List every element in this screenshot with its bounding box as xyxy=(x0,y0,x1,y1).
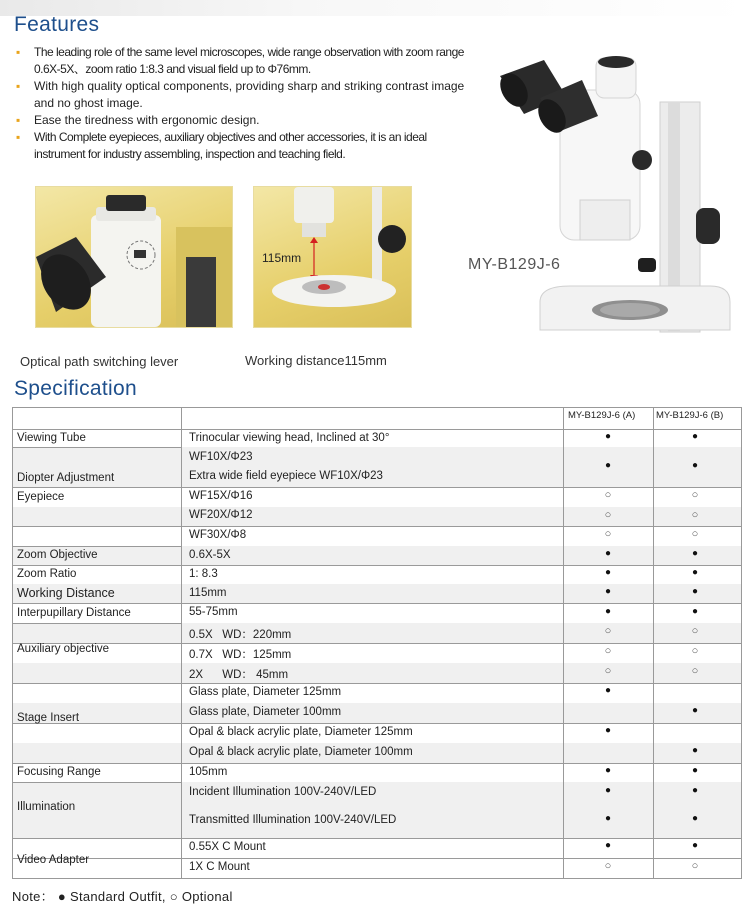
standard-label: Standard Outfit, xyxy=(69,889,166,904)
standard-dot-icon: ● xyxy=(691,548,699,559)
optional-circle-icon: ○ xyxy=(691,625,699,637)
table-row xyxy=(13,763,741,783)
optional-circle-icon: ○ xyxy=(604,528,612,540)
spec-cell: 105mm xyxy=(189,766,228,778)
working-distance-caption: Working distance115mm xyxy=(245,353,387,368)
standard-dot-icon: ● xyxy=(691,567,699,578)
feature-item xyxy=(14,44,474,78)
row-divider xyxy=(13,838,181,839)
lever-caption: Optical path switching lever xyxy=(20,354,179,369)
optional-circle-icon: ○ xyxy=(691,645,699,657)
group-label: Interpupillary Distance xyxy=(17,607,131,619)
spec-cell: 0.5X WD：220mm xyxy=(189,629,292,641)
spec-cell: Trinocular viewing head, Inclined at 30° xyxy=(189,432,390,444)
bullet-icon: ▪ xyxy=(16,45,20,59)
row-divider xyxy=(13,623,181,624)
table-row xyxy=(13,546,741,566)
optional-circle-icon: ○ xyxy=(604,665,612,677)
group-label: Video Adapter xyxy=(17,854,90,866)
standard-dot-icon: ● xyxy=(604,548,612,559)
optional-circle-icon: ○ xyxy=(169,889,178,904)
row-divider xyxy=(13,782,181,783)
optional-circle-icon: ○ xyxy=(691,528,699,540)
table-row xyxy=(13,858,741,878)
optional-label: Optional xyxy=(181,889,233,904)
row-divider xyxy=(13,683,181,684)
spec-cell: 2X WD： 45mm xyxy=(189,669,289,681)
group-label: Zoom Objective xyxy=(17,549,98,561)
specification-heading: Specification xyxy=(14,377,137,400)
feature-text: The leading role of the same level microscopes, wide range observation with zoom range 0.6X-5X、zoom ratio 1:8.3 and visual field up to Φ76mm. xyxy=(34,45,464,76)
optical-path-lever-photo xyxy=(35,186,233,328)
standard-dot-icon: ● xyxy=(691,765,699,776)
specification-table xyxy=(12,407,742,879)
standard-dot-icon: ● xyxy=(691,606,699,617)
table-row xyxy=(13,663,741,684)
column-divider xyxy=(563,408,564,878)
spec-cell: 115mm xyxy=(189,587,227,599)
group-label: Focusing Range xyxy=(17,766,101,778)
spec-cell: 55-75mm xyxy=(189,606,238,618)
standard-dot-icon: ● xyxy=(691,785,699,796)
standard-dot-icon: ● xyxy=(604,460,612,471)
table-row xyxy=(13,507,741,527)
standard-dot-icon: ● xyxy=(604,765,612,776)
standard-dot-icon: ● xyxy=(604,685,612,696)
feature-text: With Complete eyepieces, auxiliary objectives and other accessories, it is an ideal instrument for industry assembling, inspection and teaching field. xyxy=(34,130,427,161)
standard-dot-icon: ● xyxy=(691,460,699,471)
spec-cell: WF15X/Φ16 xyxy=(189,490,253,502)
feature-item xyxy=(14,112,474,129)
group-label: Zoom Ratio xyxy=(17,568,77,580)
optional-circle-icon: ○ xyxy=(691,509,699,521)
spec-cell: Glass plate, Diameter 100mm xyxy=(189,706,342,718)
feature-text: With high quality optical components, providing sharp and striking contrast image and no ghost image. xyxy=(34,79,465,110)
optional-circle-icon: ○ xyxy=(691,860,699,872)
spec-cell: 0.55X C Mount xyxy=(189,841,266,853)
optional-circle-icon: ○ xyxy=(604,625,612,637)
group-label: Working Distance xyxy=(17,586,115,600)
standard-dot-icon: ● xyxy=(604,567,612,578)
optional-circle-icon: ○ xyxy=(691,665,699,677)
table-row xyxy=(13,565,741,585)
standard-dot-icon: ● xyxy=(604,813,612,824)
feature-item xyxy=(14,78,474,112)
standard-dot-icon: ● xyxy=(604,785,612,796)
working-distance-photo xyxy=(253,186,412,328)
spec-cell: Extra wide field eyepiece WF10X/Φ23 xyxy=(189,470,383,482)
table-row xyxy=(13,838,741,859)
spec-cell: Glass plate, Diameter 125mm xyxy=(189,686,342,698)
table-row xyxy=(13,643,741,664)
optional-circle-icon: ○ xyxy=(691,489,699,501)
standard-dot-icon: ● xyxy=(691,840,699,851)
note-prefix: Note： xyxy=(12,889,54,904)
group-label: Auxiliary objective xyxy=(17,643,110,655)
table-row xyxy=(13,584,741,604)
group-label: Stage Insert xyxy=(17,712,80,724)
column-header-b: MY-B129J-6 (B) xyxy=(656,410,724,421)
row-divider xyxy=(13,546,181,547)
group-label: Illumination xyxy=(17,801,76,813)
standard-dot-icon: ● xyxy=(604,606,612,617)
spec-cell: Opal & black acrylic plate, Diameter 125mm xyxy=(189,726,413,738)
table-row xyxy=(13,623,741,644)
standard-dot-icon: ● xyxy=(691,431,699,442)
standard-dot-icon: ● xyxy=(691,586,699,597)
spec-cell: WF30X/Φ8 xyxy=(189,529,247,541)
optional-circle-icon: ○ xyxy=(604,860,612,872)
standard-dot-icon: ● xyxy=(604,586,612,597)
features-heading: Features xyxy=(14,13,100,36)
stereo-microscope-illustration xyxy=(500,40,740,340)
standard-dot-icon: ● xyxy=(691,745,699,756)
spec-cell: 1X C Mount xyxy=(189,861,250,873)
features-list xyxy=(14,44,474,163)
group-label: Viewing Tube xyxy=(17,432,86,444)
standard-dot-icon: ● xyxy=(604,840,612,851)
feature-item xyxy=(14,129,474,163)
spec-cell: 0.7X WD：125mm xyxy=(189,649,292,661)
row-divider xyxy=(13,447,181,448)
bullet-icon: ▪ xyxy=(16,79,21,93)
bullet-icon: ▪ xyxy=(16,130,20,144)
spec-cell: WF20X/Φ12 xyxy=(189,509,253,521)
spec-cell: 1: 8.3 xyxy=(189,568,218,580)
table-row xyxy=(13,782,741,805)
standard-dot-icon: ● xyxy=(57,889,67,904)
spec-cell: 0.6X-5X xyxy=(189,549,231,561)
table-row xyxy=(13,683,741,704)
standard-dot-icon: ● xyxy=(691,813,699,824)
standard-dot-icon: ● xyxy=(691,705,699,716)
optional-circle-icon: ○ xyxy=(604,645,612,657)
feature-text: Ease the tiredness with ergonomic design. xyxy=(34,113,260,127)
row-divider xyxy=(13,763,181,764)
microscope-head-illustration xyxy=(36,187,232,327)
spec-cell: Transmitted Illumination 100V-240V/LED xyxy=(189,814,397,826)
table-row xyxy=(13,703,741,724)
group-label: Diopter Adjustment Eyepiece xyxy=(17,472,115,503)
bullet-icon: ▪ xyxy=(16,113,21,127)
column-header-a: MY-B129J-6 (A) xyxy=(568,410,636,421)
optional-circle-icon: ○ xyxy=(604,509,612,521)
standard-dot-icon: ● xyxy=(604,431,612,442)
spec-cell: WF10X/Φ23 xyxy=(189,451,253,463)
top-banner-strip xyxy=(0,0,750,16)
distance-label: 115mm xyxy=(262,251,302,265)
legend-note xyxy=(12,886,233,905)
standard-dot-icon: ● xyxy=(604,725,612,736)
table-row xyxy=(13,526,741,547)
spec-cell: Opal & black acrylic plate, Diameter 100mm xyxy=(189,746,413,758)
optional-circle-icon: ○ xyxy=(604,489,612,501)
model-label: MY-B129J-6 xyxy=(468,256,561,273)
spec-cell: Incident Illumination 100V-240V/LED xyxy=(189,786,377,798)
column-divider xyxy=(653,408,654,878)
column-divider xyxy=(181,408,182,878)
